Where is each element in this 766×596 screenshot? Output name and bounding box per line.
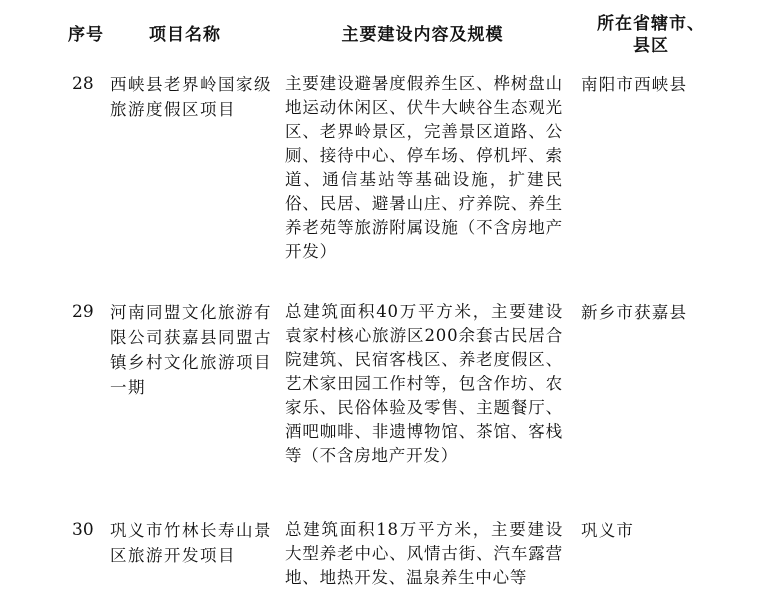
- table-header: [0, 10, 766, 60]
- construction-content: 总建筑面积40万平方米，主要建设袁家村核心旅游区200余套古民居合院建筑、民宿客栈区、养老度假区、艺术家田园工作村等，包含作坊、农家乐、民俗体验及零售、主题餐厅、酒吧咖啡、非遗博物馆、茶馆、客栈等（不含房地产开发）: [285, 302, 563, 465]
- project-location: 新乡市获嘉县: [581, 303, 688, 322]
- row-number: 30: [72, 520, 94, 540]
- row-number: 29: [72, 302, 94, 322]
- header-location: 所在省辖市、县区: [597, 14, 705, 56]
- header-construction-content: 主要建设内容及规模: [341, 25, 504, 45]
- project-name: 巩义市竹林长寿山景区旅游开发项目: [110, 521, 272, 565]
- construction-content: 主要建设避暑度假养生区、桦树盘山地运动休闲区、伏牛大峡谷生态观光区、老界岭景区，完善景区道路、公厕、接待中心、停车场、停机坪、索道、通信基站等基础设施，扩建民俗、民居、避暑山庄、疗养院、养生养老苑等旅游附属设施（不含房地产开发）: [285, 74, 563, 261]
- row-number: 28: [72, 74, 94, 94]
- project-location: 南阳市西峡县: [581, 75, 688, 94]
- project-name: 西峡县老界岭国家级旅游度假区项目: [110, 75, 272, 119]
- construction-content: 总建筑面积18万平方米，主要建设大型养老中心、风情古街、汽车露营地、地热开发、温泉养生中心等: [285, 520, 563, 587]
- project-location: 巩义市: [581, 521, 635, 540]
- header-project-name: 项目名称: [149, 25, 221, 45]
- header-serial-number: 序号: [68, 25, 104, 45]
- project-name: 河南同盟文化旅游有限公司获嘉县同盟古镇乡村文化旅游项目一期: [110, 303, 272, 397]
